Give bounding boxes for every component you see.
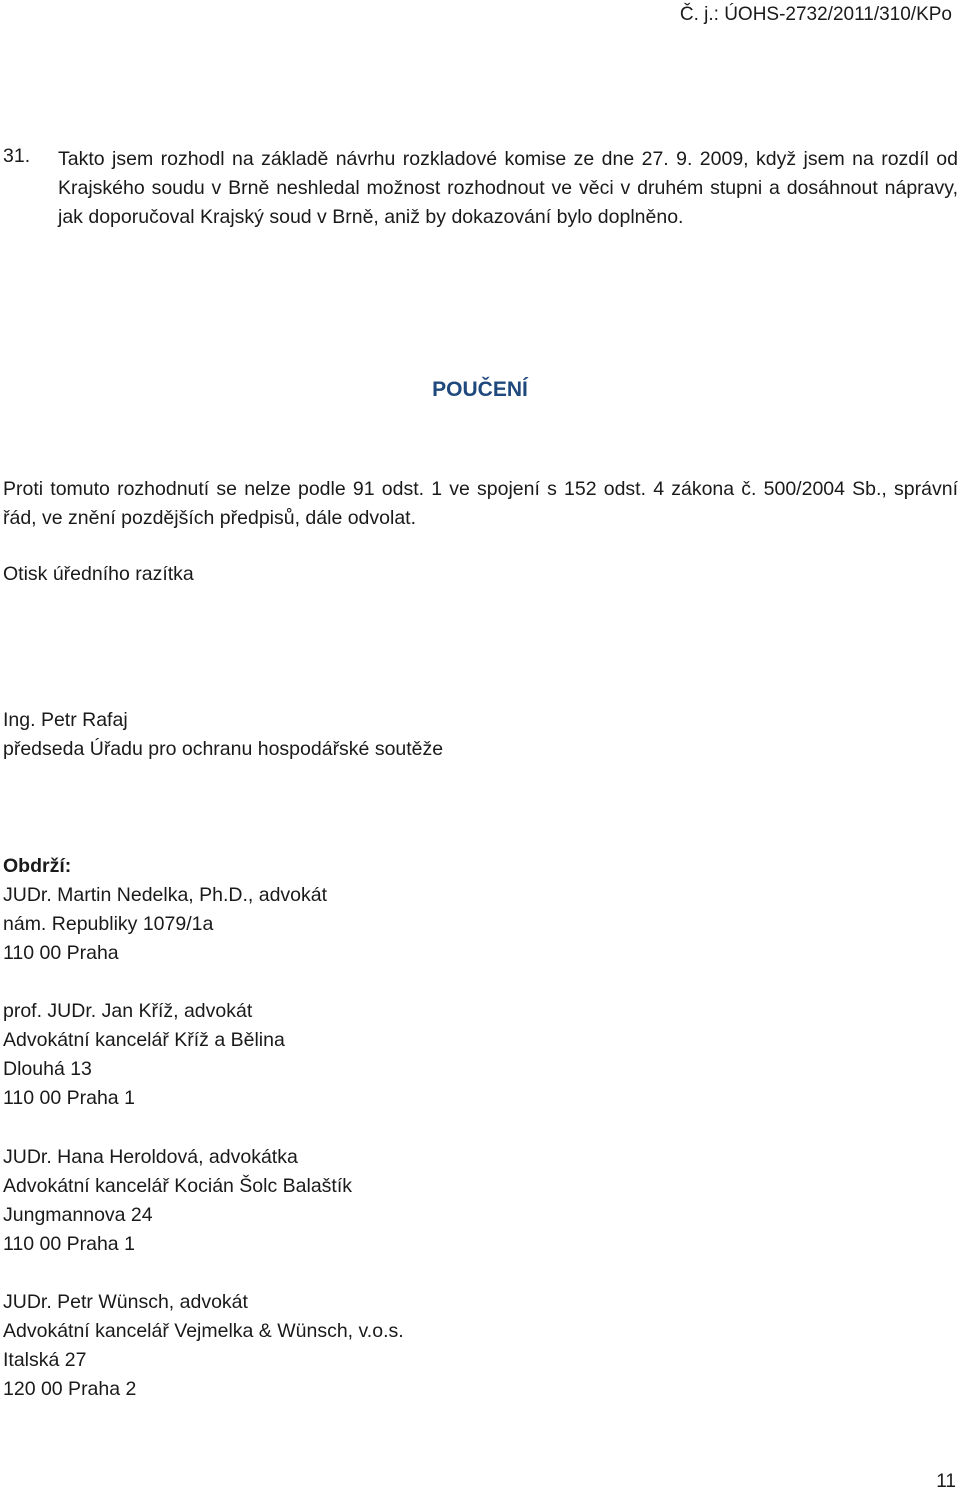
recipient-name: prof. JUDr. Jan Kříž, advokát xyxy=(3,1000,253,1022)
recipient-city: 120 00 Praha 2 xyxy=(3,1378,137,1400)
instruction-heading: POUČENÍ xyxy=(432,378,528,401)
recipients-label: Obdrží: xyxy=(3,855,72,877)
paragraph-number: 31. xyxy=(3,145,31,167)
recipient-firm: Advokátní kancelář Vejmelka & Wünsch, v.o.s. xyxy=(3,1320,404,1342)
recipient-street: nám. Republiky 1079/1a xyxy=(3,913,214,935)
page-number: 11 xyxy=(936,1471,956,1492)
recipient-street: Jungmannova 24 xyxy=(3,1204,153,1226)
recipient-firm: Advokátní kancelář Kocián Šolc Balaštík xyxy=(3,1175,353,1197)
recipient-city: 110 00 Praha 1 xyxy=(3,1087,135,1109)
recipient-street: Dlouhá 13 xyxy=(3,1058,92,1080)
recipient-street: Italská 27 xyxy=(3,1349,87,1371)
recipient-firm: Advokátní kancelář Kříž a Bělina xyxy=(3,1029,285,1051)
stamp-placeholder: Otisk úředního razítka xyxy=(3,563,194,585)
signatory-title: předseda Úřadu pro ochranu hospodářské soutěže xyxy=(3,738,444,760)
recipient-city: 110 00 Praha xyxy=(3,942,119,964)
recipient-name: JUDr. Martin Nedelka, Ph.D., advokát xyxy=(3,884,328,906)
instruction-text: Proti tomuto rozhodnutí se nelze podle 91 odst. 1 ve spojení s 152 odst. 4 zákona č. 500/2004 Sb., správní řád, ve znění pozdějších předpisů, dále odvolat. xyxy=(3,478,958,529)
paragraph-text: Takto jsem rozhodl na základě návrhu rozkladové komise ze dne 27. 9. 2009, když jsem na rozdíl od Krajského soudu v Brně neshledal možnost rozhodnout ve věci v druhém stupni a dosáhnout nápravy, jak doporučoval Krajský soud v Brně, aniž by dokazování bylo doplněno. xyxy=(58,148,958,228)
recipient-name: JUDr. Petr Wünsch, advokát xyxy=(3,1291,248,1313)
recipient-name: JUDr. Hana Heroldová, advokátka xyxy=(3,1146,298,1168)
signatory-name: Ing. Petr Rafaj xyxy=(3,709,128,731)
recipient-city: 110 00 Praha 1 xyxy=(3,1233,135,1255)
document-reference: Č. j.: ÚOHS-2732/2011/310/KPo xyxy=(679,4,952,25)
